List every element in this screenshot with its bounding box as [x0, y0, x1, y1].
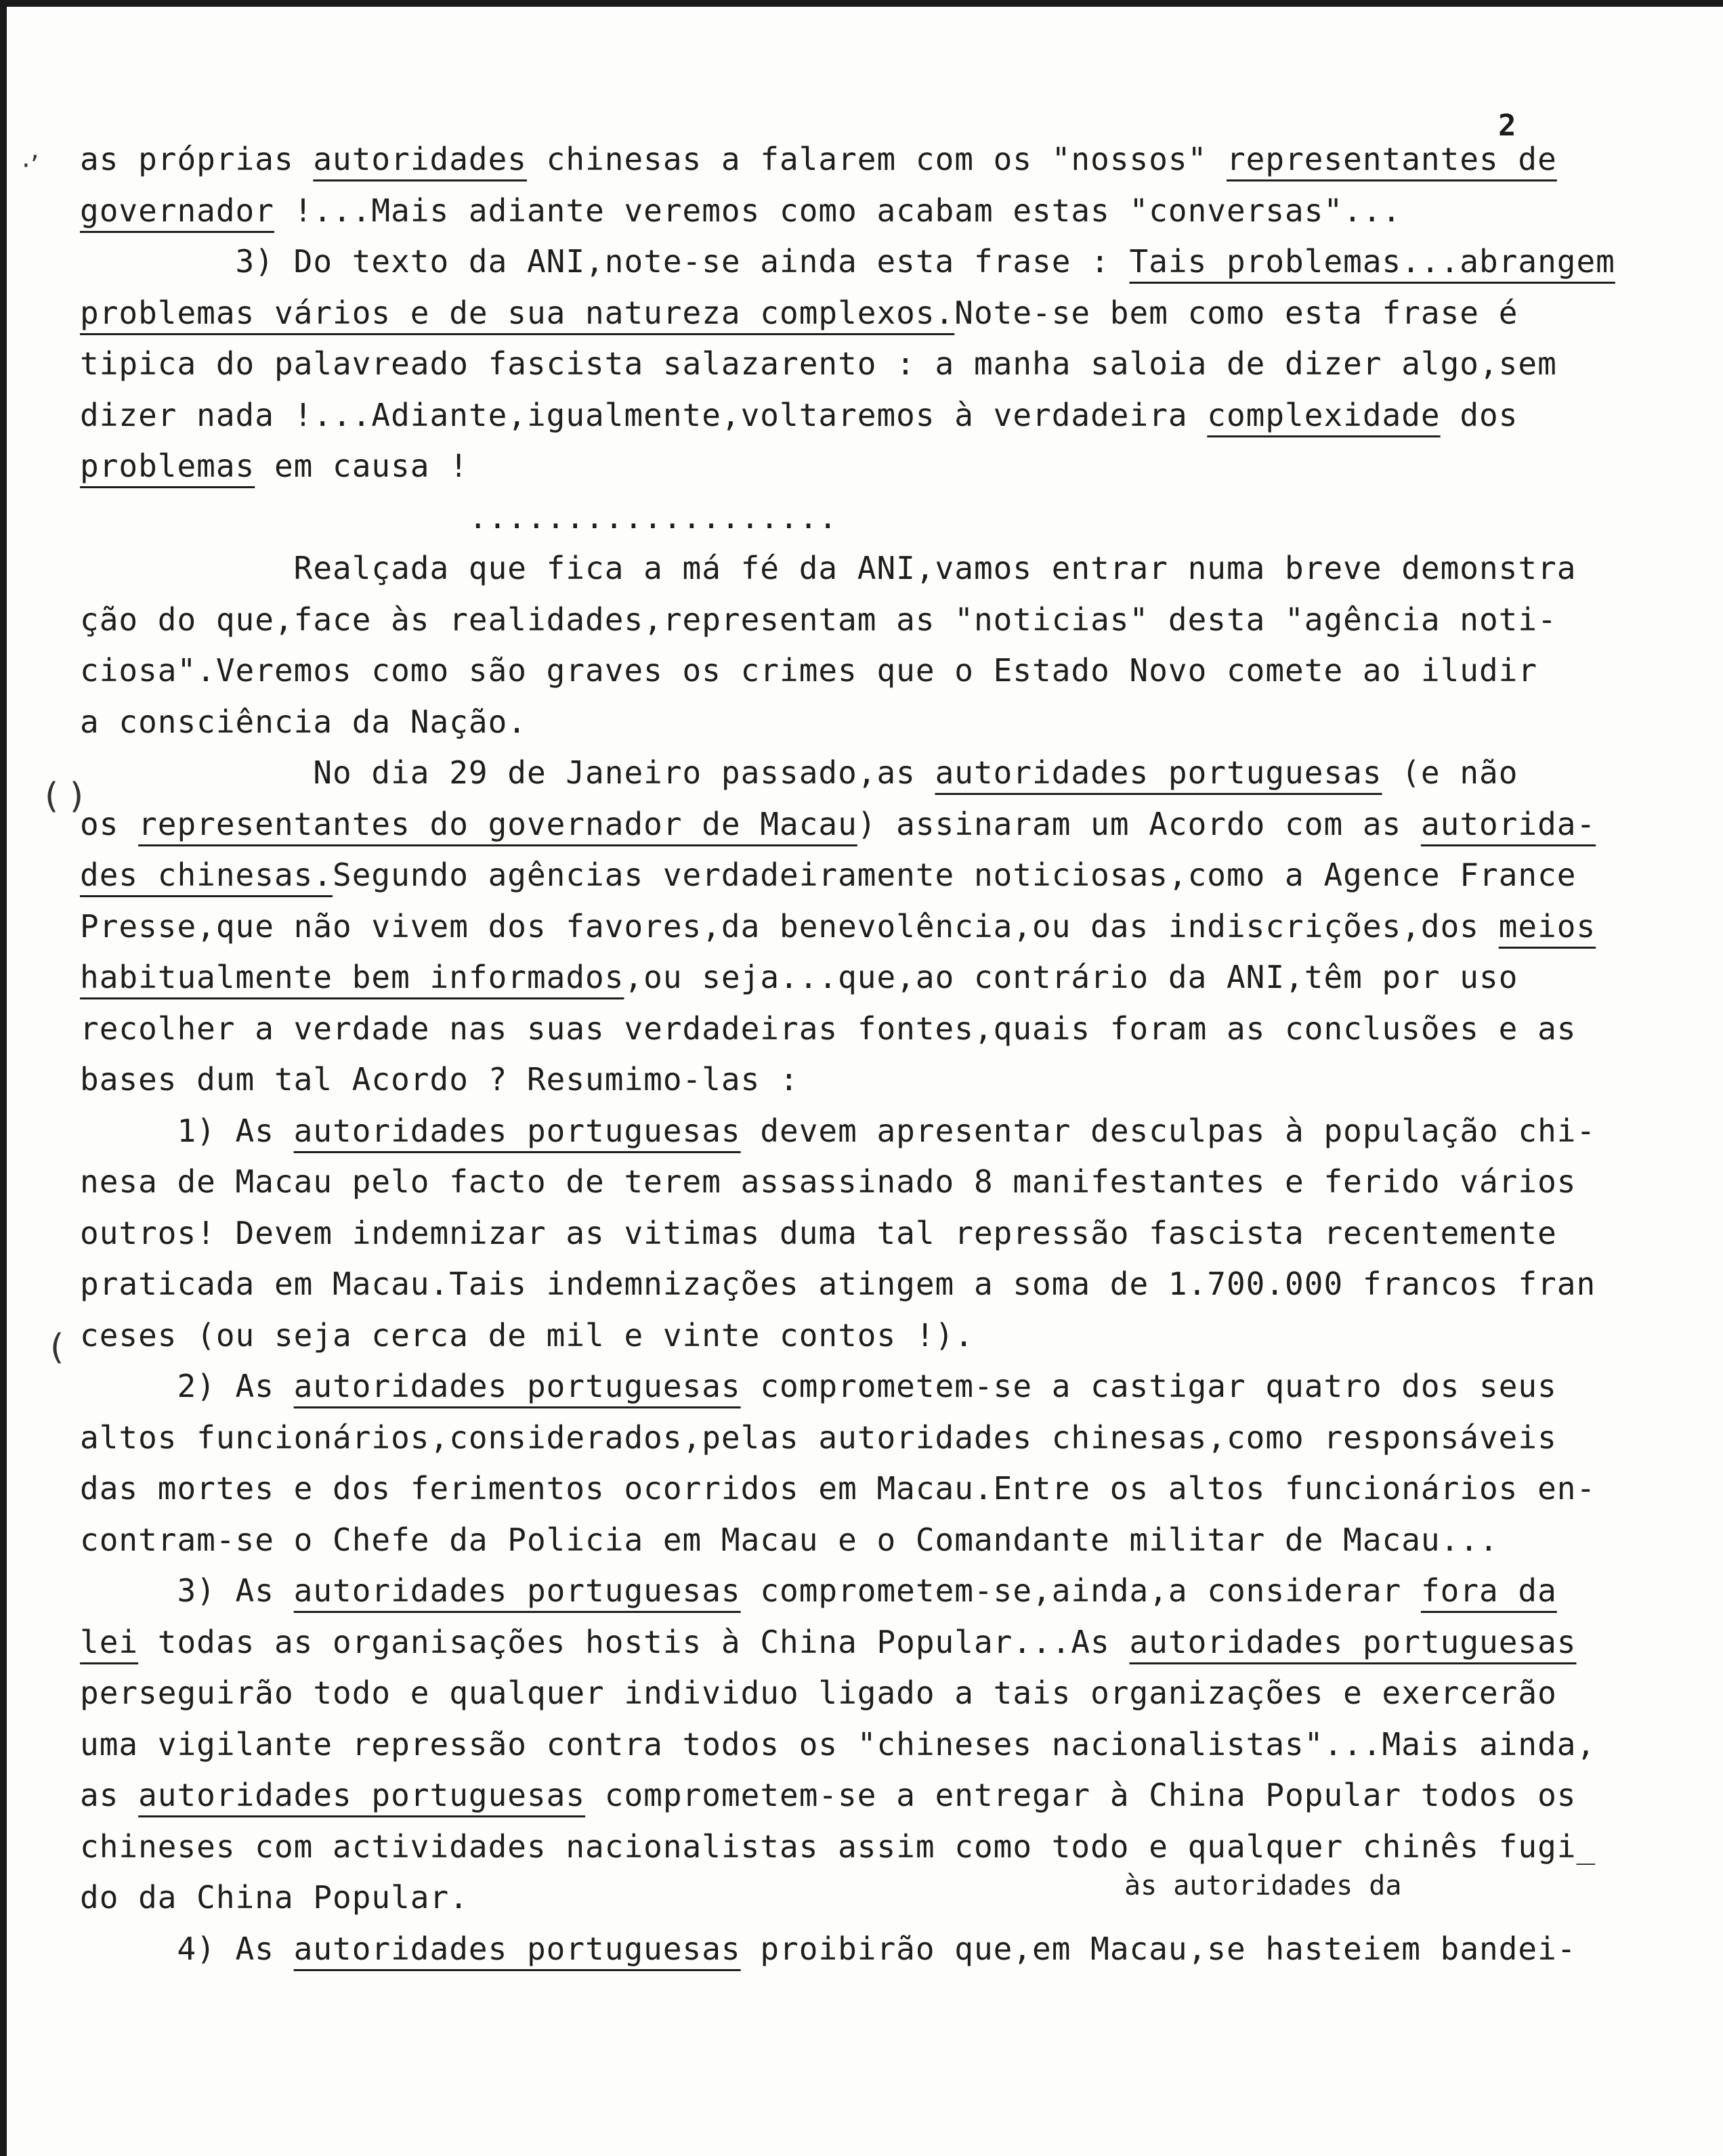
text-segment: tipica do palavreado fascista salazarento : a manha saloia de dizer algo,sem [80, 345, 1557, 382]
text-segment: ,ou seja...que,ao contrário da ANI,têm por uso [624, 959, 1518, 995]
text-segment: 4) As [80, 1931, 294, 1967]
text-line [80, 1113, 1596, 1167]
text-line [80, 959, 1518, 1013]
text-segment: Realçada que fica a má fé da ANI,vamos entrar numa breve demonstra [80, 550, 1577, 586]
underlined-text: autoridades portuguesas [935, 754, 1382, 791]
text-line [80, 652, 1537, 706]
text-segment: recolher a verdade nas suas verdadeiras fontes,quais foram as conclusões e as [80, 1010, 1577, 1047]
text-line [80, 908, 1596, 962]
text-segment: chinesas a falarem com os "nossos" [526, 141, 1227, 177]
text-line [80, 550, 1576, 604]
text-segment: uma vigilante repressão contra todos os "chineses nacionalistas"...Mais ainda, [80, 1726, 1596, 1763]
underlined-text: autoridades portuguesas [293, 1113, 741, 1149]
text-line [80, 1675, 1557, 1729]
text-segment: (e não [1382, 754, 1518, 791]
text-line [80, 1163, 1576, 1217]
text-line [80, 1777, 1577, 1831]
hole-punch-mark: ( [50, 1327, 64, 1368]
text-segment: ceses (ou seja cerca de mil e vinte contos !). [80, 1317, 974, 1354]
text-line [80, 1931, 1576, 1985]
underlined-text: governador [80, 192, 274, 229]
text-line [80, 1522, 1499, 1576]
underlined-text: autorida- [1420, 806, 1596, 842]
text-line [80, 295, 1518, 349]
underlined-text: autoridades portuguesas [1129, 1624, 1577, 1660]
text-segment: nesa de Macau pelo facto de terem assassinado 8 manifestantes e ferido vários [80, 1163, 1577, 1200]
text-line [80, 141, 1557, 195]
underlined-text: autoridades portuguesas [293, 1368, 741, 1404]
text-segment: altos funcionários,considerados,pelas autoridades chinesas,como responsáveis [80, 1419, 1557, 1456]
text-line [80, 1061, 799, 1115]
underlined-text: meios [1498, 908, 1596, 945]
text-line [80, 1317, 974, 1371]
underlined-text: habitualmente bem informados [80, 959, 624, 995]
text-segment: ) assinaram um Acordo com as [857, 806, 1421, 842]
text-line [80, 1215, 1557, 1269]
text-segment: dizer nada !...Adiante,igualmente,voltaremos à verdadeira [80, 397, 1208, 433]
text-line [80, 806, 1596, 860]
text-segment: ciosa".Veremos como são graves os crimes que o Estado Novo comete ao iludir [80, 652, 1538, 689]
text-segment: Segundo agências verdadeiramente noticiosas,como a Agence France [333, 857, 1577, 893]
text-line [80, 754, 1518, 808]
underlined-text: autoridades portuguesas [293, 1572, 741, 1609]
text-segment: comprometem-se a entregar à China Popular todos os [585, 1777, 1577, 1813]
underlined-text: representantes do governador de Macau [138, 806, 857, 842]
text-segment: Presse,que não vivem dos favores,da benevolência,ou das indiscrições,dos [80, 908, 1499, 945]
hole-punch-mark: ( ) [45, 776, 84, 817]
text-segment: perseguirão todo e qualquer individuo ligado a tais organizações e exercerão [80, 1675, 1557, 1711]
text-line [80, 345, 1557, 400]
text-segment: dos [1440, 397, 1518, 433]
text-line [80, 601, 1557, 655]
underlined-text: problemas [80, 448, 255, 484]
text-segment: chineses com actividades nacionalistas assim como todo e qualquer chinês fugi_ [80, 1828, 1596, 1865]
underlined-text: fora da [1420, 1572, 1557, 1609]
text-segment: os [80, 806, 139, 842]
text-segment: ção do que,face às realidades,representam as "noticias" desta "agência noti- [80, 601, 1557, 638]
text-segment: ................... [80, 499, 838, 536]
page-number: 2 [1498, 108, 1516, 143]
underlined-text: autoridades portuguesas [293, 1931, 741, 1967]
text-segment: 3) Do texto da ANI,note-se ainda esta frase : [80, 243, 1130, 280]
text-line [80, 1572, 1557, 1626]
text-line [80, 1624, 1577, 1678]
margin-mark: ·’ [22, 150, 39, 181]
text-segment: outros! Devem indemnizar as vitimas duma tal repressão fascista recentemente [80, 1215, 1557, 1251]
text-line [80, 192, 1401, 246]
text-segment: 3) As [80, 1572, 294, 1609]
text-segment: em causa ! [255, 448, 469, 484]
underlined-text: complexidade [1207, 397, 1441, 433]
text-segment: Note-se bem como esta frase é [954, 295, 1518, 331]
text-line [80, 448, 469, 502]
page-border-left [0, 0, 7, 2156]
underlined-text: representantes de [1226, 141, 1557, 177]
text-line [80, 1726, 1596, 1780]
text-segment: 2) As [80, 1368, 294, 1404]
text-segment: No dia 29 de Janeiro passado,as [80, 754, 935, 791]
text-segment: !...Mais adiante veremos como acabam estas "conversas"... [274, 192, 1402, 229]
underlined-text: autoridades portuguesas [138, 1777, 586, 1813]
underlined-text: lei [80, 1624, 139, 1660]
underlined-text: Tais problemas...abrangem [1129, 243, 1615, 280]
text-segment: a consciência da Nação. [80, 704, 527, 740]
page-border-top [0, 0, 1723, 7]
handwritten-insertion: às autoridades da [1124, 1870, 1402, 1901]
text-segment: as [80, 1777, 139, 1813]
underlined-text: des chinesas. [80, 857, 333, 893]
text-line [80, 1266, 1596, 1320]
text-segment: comprometem-se a castigar quatro dos seus [740, 1368, 1557, 1404]
text-line [80, 243, 1615, 297]
text-segment: todas as organisações hostis à China Popular...As [138, 1624, 1130, 1660]
text-line [80, 704, 527, 758]
text-segment: as próprias [80, 141, 314, 177]
text-line [80, 1879, 469, 1933]
text-line [80, 1419, 1557, 1473]
text-line [80, 1368, 1557, 1422]
underlined-text: autoridades [313, 141, 527, 177]
underlined-text: problemas vários e de sua natureza complexos. [80, 295, 955, 331]
text-line [80, 499, 838, 553]
text-segment: praticada em Macau.Tais indemnizações atingem a soma de 1.700.000 francos fran [80, 1266, 1596, 1302]
text-segment: comprometem-se,ainda,a considerar [740, 1572, 1421, 1609]
text-segment: contram-se o Chefe da Policia em Macau e o Comandante militar de Macau... [80, 1522, 1499, 1558]
text-line [80, 397, 1518, 451]
text-line [80, 1010, 1576, 1064]
text-line [80, 1470, 1596, 1524]
text-segment: 1) As [80, 1113, 294, 1149]
text-segment: devem apresentar desculpas à população chi- [740, 1113, 1596, 1149]
text-segment: do da China Popular. [80, 1879, 469, 1916]
text-segment: bases dum tal Acordo ? Resumimo-las : [80, 1061, 799, 1098]
text-segment: das mortes e dos ferimentos ocorridos em Macau.Entre os altos funcionários en- [80, 1470, 1596, 1507]
text-segment: proibirão que,em Macau,se hasteiem bandei- [740, 1931, 1577, 1967]
text-line [80, 857, 1576, 911]
